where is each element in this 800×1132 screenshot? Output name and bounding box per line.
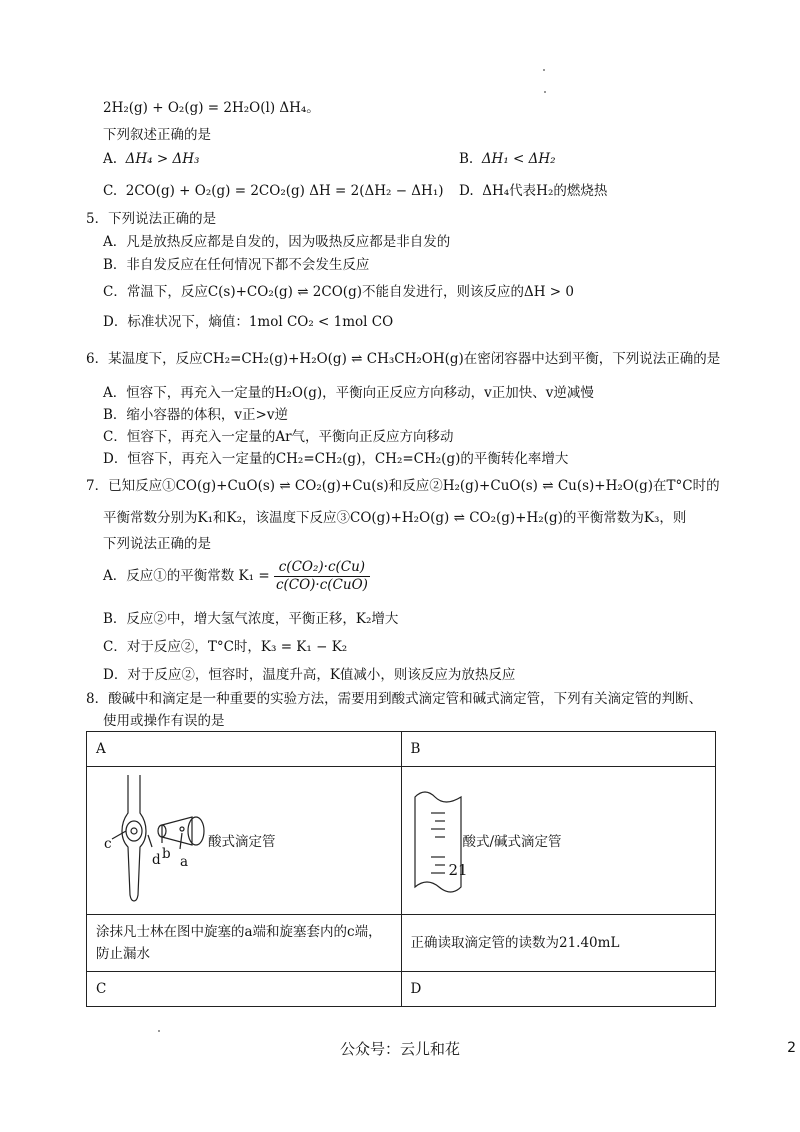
q7-stem-line1: 7．已知反应①CO(g)+CuO(s) ⇌ CO₂(g)+Cu(s)和反应②H₂(g)+CuO(s) ⇌ Cu(s)+H₂O(g)在T°C时的 [86,478,720,494]
page-footer: 公众号：云儿和花 [339,1040,460,1058]
cell-a-figure [87,767,402,915]
cell-b-description: 正确读取滴定管的读数为21.40mL [401,915,716,972]
q4-option-b[interactable] [459,150,556,168]
q5-option-d[interactable]: D．标准状况下，熵值：1mol CO₂ < 1mol CO [103,314,394,330]
cell-a-description: 涂抹凡士林在图中旋塞的a端和旋塞套内的c端，防止漏水 [87,915,402,972]
label-c: c [104,836,112,852]
figure-b-caption: 酸式/碱式滴定管 [462,834,562,850]
option-text: ΔH₄ > ΔH₃ [125,151,200,167]
q6-stem: 6．某温度下，反应CH₂=CH₂(g)+H₂O(g) ⇌ CH₃CH₂OH(g)在密闭容器中达到平衡，下列说法正确的是 [86,351,721,367]
cell-d-header[interactable]: D [401,972,716,1007]
q7-option-d[interactable]: D．对于反应②，恒容时，温度升高，K值减小，则该反应为放热反应 [103,667,516,683]
q6-option-a[interactable]: A．恒容下，再充入一定量的H₂O(g)，平衡向正反应方向移动，v正加快、v逆减慢 [103,385,594,401]
q8-options-table [86,731,716,1007]
q4-option-c[interactable] [103,182,444,200]
equilibrium-fraction [274,559,370,594]
q8-stem-line2: 使用或操作有误的是 [103,713,225,729]
burette-scale-number: 21 [448,861,468,879]
cell-b-figure [401,767,716,915]
q5-stem: 5．下列说法正确的是 [86,211,217,227]
cell-c-header[interactable]: C [87,972,402,1007]
page-number: 2 [787,1040,796,1056]
q7-option-c[interactable]: C．对于反应②，T°C时，K₃ = K₁ − K₂ [103,639,348,655]
option-label: C. [103,183,118,199]
option-text: A．反应①的平衡常数 K₁ = [103,568,270,584]
q6-option-b[interactable]: B．缩小容器的体积，v正>v逆 [103,407,288,423]
option-label: B. [459,151,474,167]
q4-option-d[interactable] [459,182,607,200]
q4-prompt: 下列叙述正确的是 [103,127,211,143]
q7-option-b[interactable]: B．反应②中，增大氢气浓度，平衡正移，K₂增大 [103,611,399,627]
label-a: a [180,854,189,870]
q4-option-a[interactable] [103,150,199,168]
burette-reading-figure [411,783,471,917]
q7-stem-line2: 平衡常数分别为K₁和K₂，该温度下反应③CO(g)+H₂O(g) ⇌ CO₂(g)+H₂(g)的平衡常数为K₃，则 [103,510,687,526]
q5-option-a[interactable]: A．凡是放热反应都是自发的，因为吸热反应都是非自发的 [103,234,451,250]
scan-dot [544,91,546,93]
option-text: 2CO(g) + O₂(g) = 2CO₂(g) ΔH = 2(ΔH₂ − ΔH₁) [125,183,444,199]
q5-option-c[interactable]: C．常温下，反应C(s)+CO₂(g) ⇌ 2CO(g)不能自发进行，则该反应的ΔH > 0 [103,284,574,300]
q7-option-a[interactable] [103,558,370,594]
q6-option-d[interactable]: D．恒容下，再充入一定量的CH₂=CH₂(g)，CH₂=CH₂(g)的平衡转化率增大 [103,451,569,467]
q8-stem-line1: 8．酸碱中和滴定是一种重要的实验方法，需要用到酸式滴定管和碱式滴定管，下列有关滴定管的判断、 [86,691,703,707]
cell-a-header[interactable]: A [87,732,402,767]
figure-a-caption: 酸式滴定管 [208,834,276,850]
fraction-numerator: c(CO₂)·c(Cu) [274,559,370,577]
option-text: ΔH₁ < ΔH₂ [481,151,556,167]
q7-stem-line3: 下列说法正确的是 [103,536,211,552]
option-label: D. [459,183,474,199]
acid-burette-stopcock-figure [100,773,220,907]
label-d: d [152,852,161,868]
q6-option-c[interactable]: C．恒容下，再充入一定量的Ar气，平衡向正反应方向移动 [103,429,454,445]
equation-h4: 2H₂(g) + O₂(g) = 2H₂O(l) ΔH₄。 [103,100,320,116]
cell-b-header[interactable]: B [401,732,716,767]
scan-dot [543,69,545,71]
option-text: ΔH₄代表H₂的燃烧热 [482,183,608,199]
scan-dot [158,1030,160,1032]
option-label: A. [103,151,118,167]
fraction-denominator: c(CO)·c(CuO) [275,577,368,593]
q5-option-b[interactable]: B．非自发反应在任何情况下都不会发生反应 [103,257,370,273]
label-b: b [162,846,171,862]
